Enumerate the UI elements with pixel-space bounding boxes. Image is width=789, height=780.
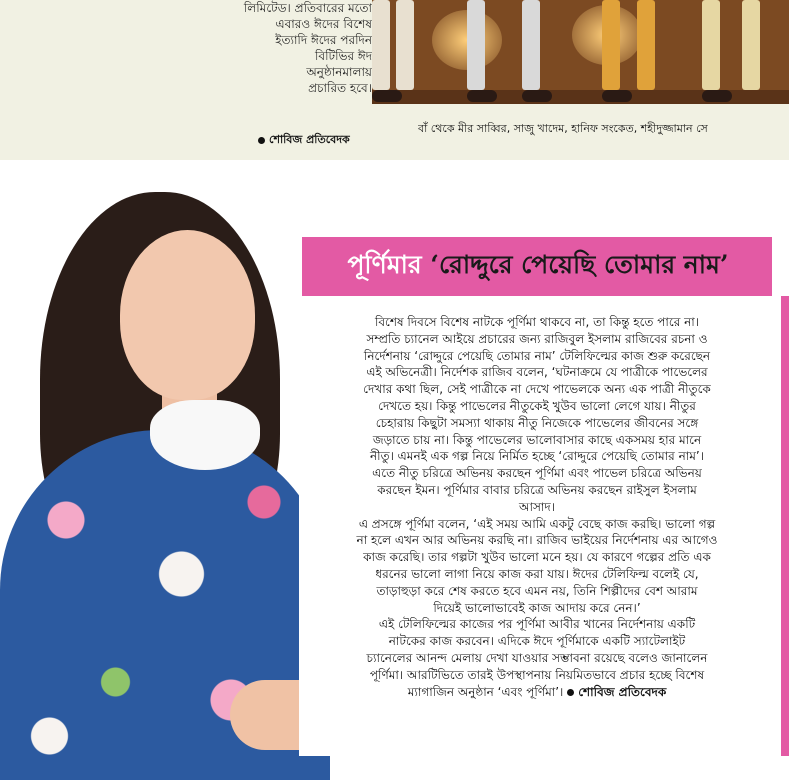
actor-leg — [372, 0, 390, 90]
text-line: এবারও ঈদের বিশেষ — [275, 17, 372, 31]
actor-leg — [742, 0, 760, 90]
bullet-dot-icon — [567, 689, 574, 696]
actor-leg — [396, 0, 414, 90]
body-line: ম্যাগাজিন অনুষ্ঠান ‘এবং পূর্ণিমা’। — [407, 684, 564, 699]
body-line: দিয়েই ভালোভাবেই কাজ আদায় করে নেন।’ — [433, 600, 641, 615]
actor-shoe — [602, 90, 632, 102]
body-line: এ প্রসঙ্গে পূর্ণিমা বলেন, ‘এই সময় আমি একটু বেছে কাজ করছি। ভালো গল্প — [358, 516, 716, 531]
body-line: তাড়াহুড়া করে শেষ করতে হবে এমন নয়, তিনি শিল্পীদের বেশ আরাম — [376, 583, 698, 598]
body-line: পূর্ণিমা। আরটিভিতে তারই উপস্থাপনায় নিয়মিতভাবে প্রচার হচ্ছে বিশেষ — [369, 667, 705, 682]
actor-shoe — [372, 90, 402, 102]
previous-article-text — [232, 0, 372, 96]
body-line: নাটকের কাজ করবেন। এদিকে ঈদে পূর্ণিমাকে একটি স্যাটেলাইট — [388, 634, 686, 649]
body-line: চ্যানেলের আনন্দ মেলায় দেখা যাওয়ার সম্ভাবনা রয়েছে বলেও জানালেন — [366, 650, 708, 665]
body-line: নির্দেশনায় ‘রোদ্দুরে পেয়েছি তোমার নাম’ টেলিফিল্মের কাজ শুরু করেছেন — [363, 348, 711, 363]
body-line: নীতু। এমনই এক গল্প নিয়ে নির্মিত হচ্ছে ‘রোদ্দুরে পেয়েছি তোমার নাম’। — [369, 449, 705, 464]
body-line: আসাদ। — [518, 499, 555, 514]
body-line: না হলে এখন আর অভিনয় করছি না। রাজিব ভাইয়ের নির্দেশনায় এর আগেও — [356, 533, 718, 548]
body-line: করছেন ইমন। পূর্ণিমার বাবার চরিত্রে অভিনয় করছেন রাইসুল ইসলাম — [377, 482, 697, 497]
text-line: লিমিটেড। প্রতিবারের মতো — [243, 1, 372, 15]
headline-name: পূর্ণিমার — [347, 250, 422, 279]
actor-leg — [637, 0, 655, 90]
body-line: কাজ করেছি। তার গল্পটা খুউব ভালো মনে হয়। যে কারণে গল্পের প্রতি এক — [363, 550, 711, 565]
previous-article-byline — [258, 131, 350, 150]
face-shape — [120, 230, 255, 400]
body-line: সম্প্রতি চ্যানেল আইয়ে প্রচারের জন্য রাজিবুল ইসলাম রাজিবের রচনা ও — [366, 331, 708, 346]
body-line: এতে নীতু চরিত্রে অভিনয় করছেন পূর্ণিমা এবং পাভেল চরিত্রে অভিনয় — [372, 466, 702, 481]
body-line: ধরনের ভালো লাগা নিয়ে কাজ করা যায়। ঈদের টেলিফিল্ম বলেই যে, — [375, 566, 699, 581]
byline-text: শোবিজ প্রতিবেদক — [269, 133, 350, 146]
actor-leg — [467, 0, 485, 90]
body-line: এই টেলিফিল্মের কাজের পর পূর্ণিমা আবীর খানের নির্দেশনায় একটি — [378, 617, 696, 632]
text-line: বিটিভির ঈদ — [314, 49, 372, 63]
actor-leg — [522, 0, 540, 90]
headline — [308, 243, 768, 290]
body-line: এই অভিনেত্রী। নির্দেশক রাজিব বলেন, ‘ঘটনাক্রমে যে পাত্রীকে পাভেলের — [366, 365, 708, 380]
body-line: দেখতে হয়। কিন্তু পাভেলের নীতুকেই খুউব ভালো লেগে যায়। নীতুর — [378, 398, 696, 413]
article-byline: শোবিজ প্রতিবেদক — [578, 684, 667, 699]
photo-caption: বাঁ থেকে মীর সাব্বির, সাজু খাদেম, হানিফ সংকেত, শহীদুজ্জামান সে — [418, 122, 708, 135]
body-line: বিশেষ দিবসে বিশেষ নাটকে পূর্ণিমা থাকবে না, তা কিন্তু হতে পারে না। — [374, 315, 700, 329]
actor-leg — [602, 0, 620, 90]
article-body — [304, 314, 770, 700]
stage-photo — [372, 0, 789, 104]
body-line: চেহারায় কিছুটা সমস্যা থাকায় নীতু নিজেকে পাভেলের জীবনের সঙ্গে — [375, 415, 699, 430]
text-line: প্রচারিত হবে। — [308, 81, 372, 95]
actor-shoe — [702, 90, 732, 102]
body-last-line — [304, 684, 770, 701]
scarf-shape — [150, 400, 260, 470]
text-line: অনুষ্ঠানমালায় — [306, 65, 372, 79]
text-line: ইত্যাদি ঈদের পরদিন — [275, 33, 372, 47]
bullet-dot-icon — [258, 137, 265, 144]
actor-leg — [702, 0, 720, 90]
body-line: জড়াতে চায় না। কিন্তু পাভেলের ভালোবাসার কাছে একসময় হার মানে — [372, 432, 702, 447]
actress-photo — [0, 160, 330, 780]
headline-title: ‘রোদ্দুরে পেয়েছি তোমার নাম’ — [430, 250, 729, 279]
body-line: দেখার কথা ছিল, সেই পাত্রীকে না দেখে পাভেলকে অন্য এক পাত্রী নীতুকে — [363, 382, 711, 397]
actor-shoe — [467, 90, 497, 102]
actor-shoe — [522, 90, 552, 102]
